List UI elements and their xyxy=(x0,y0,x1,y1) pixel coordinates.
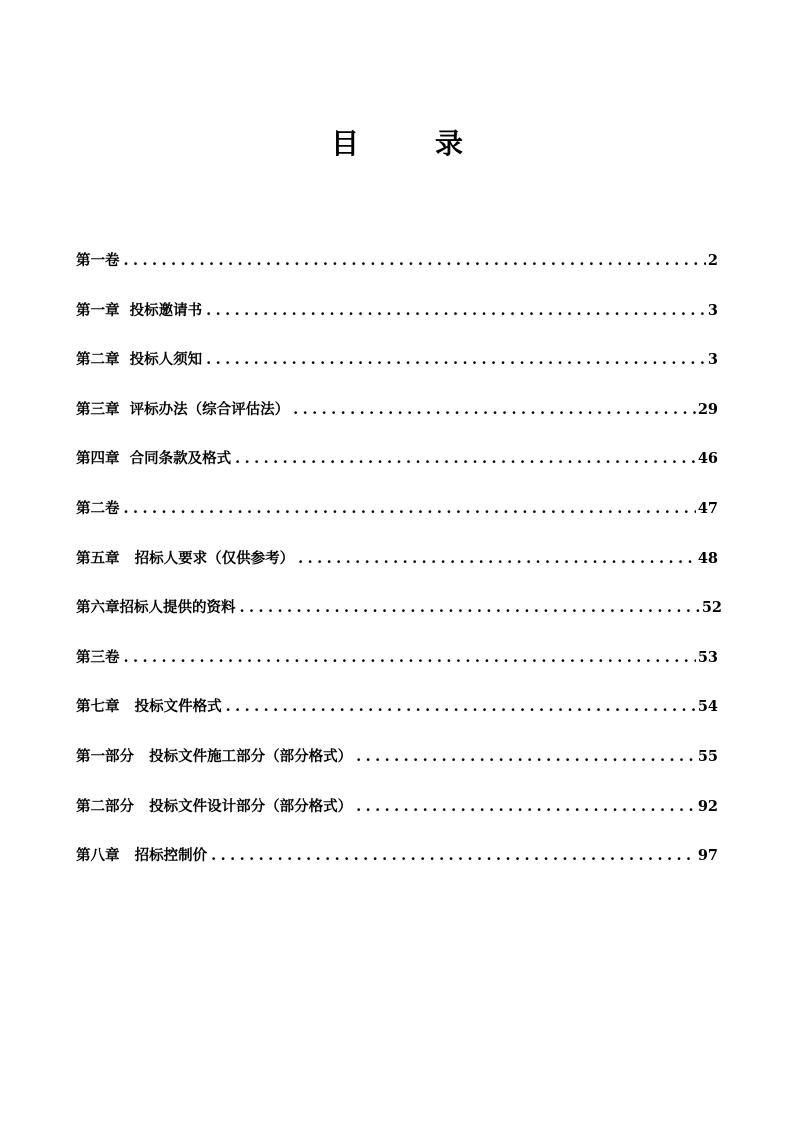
toc-entry[interactable] xyxy=(76,342,718,392)
toc-entry-page: 52 xyxy=(701,599,722,617)
toc-entry-page: 2 xyxy=(707,252,718,269)
toc-dot-leader xyxy=(298,541,696,577)
toc-entry[interactable] xyxy=(76,739,718,789)
toc-entry-page: 54 xyxy=(697,698,718,716)
toc-entry[interactable] xyxy=(76,441,718,491)
toc-entry-label: 第八章 招标控制价 xyxy=(76,847,208,865)
toc-dot-leader xyxy=(124,640,696,676)
toc-dot-leader xyxy=(206,342,706,378)
toc-entry-page: 46 xyxy=(697,450,718,468)
toc-entry-label: 第二章 投标人须知 xyxy=(76,351,203,369)
toc-entry-page: 53 xyxy=(697,648,718,666)
toc-entry[interactable] xyxy=(76,789,718,839)
toc-dot-leader xyxy=(240,590,700,626)
toc-entry-label: 第二卷 xyxy=(76,499,120,517)
toc-entry-label: 第五章 招标人要求（仅供参考） xyxy=(76,549,295,567)
toc-dot-leader xyxy=(235,441,696,477)
title-char-1: 目 xyxy=(330,127,359,160)
toc-dot-leader xyxy=(211,838,696,874)
toc-entry-label: 第六章招标人提供的资料 xyxy=(76,599,236,617)
toc-entry[interactable] xyxy=(76,640,718,690)
toc-dot-leader xyxy=(356,739,696,775)
toc-dot-leader xyxy=(356,789,696,825)
toc-entry-page: 92 xyxy=(697,797,718,815)
toc-entry-page: 48 xyxy=(697,549,718,567)
toc-entry-label: 第二部分 投标文件设计部分（部分格式） xyxy=(76,797,353,815)
toc-entry[interactable] xyxy=(76,392,718,442)
toc-dot-leader xyxy=(226,689,696,725)
toc-entry-label: 第三卷 xyxy=(76,648,120,666)
toc-entry[interactable] xyxy=(76,293,718,343)
toc-entry-page: 55 xyxy=(697,747,718,765)
title-char-2: 录 xyxy=(435,127,464,160)
toc-entry-label: 第一部分 投标文件施工部分（部分格式） xyxy=(76,747,353,765)
toc-dot-leader xyxy=(124,491,696,527)
toc-entry[interactable] xyxy=(76,689,718,739)
toc-entry-page: 47 xyxy=(697,499,718,517)
toc-dot-leader xyxy=(293,392,696,428)
table-of-contents xyxy=(76,243,722,888)
page-title xyxy=(0,124,794,164)
toc-entry-label: 第一章 投标邀请书 xyxy=(76,301,203,319)
toc-dot-leader xyxy=(206,293,706,329)
toc-dot-leader xyxy=(124,243,706,279)
toc-entry[interactable] xyxy=(76,838,718,888)
toc-entry[interactable] xyxy=(76,243,718,293)
toc-entry-page: 29 xyxy=(697,400,718,418)
toc-entry[interactable] xyxy=(76,590,722,640)
toc-entry-page: 97 xyxy=(697,847,718,865)
toc-entry-page: 3 xyxy=(707,351,718,369)
toc-entry-label: 第四章 合同条款及格式 xyxy=(76,450,232,468)
toc-entry[interactable] xyxy=(76,491,718,541)
toc-entry-label: 第一卷 xyxy=(76,252,120,269)
toc-entry-page: 3 xyxy=(707,301,718,319)
toc-entry-label: 第七章 投标文件格式 xyxy=(76,698,222,716)
toc-entry[interactable] xyxy=(76,541,718,591)
toc-entry-label: 第三章 评标办法（综合评估法） xyxy=(76,400,290,418)
